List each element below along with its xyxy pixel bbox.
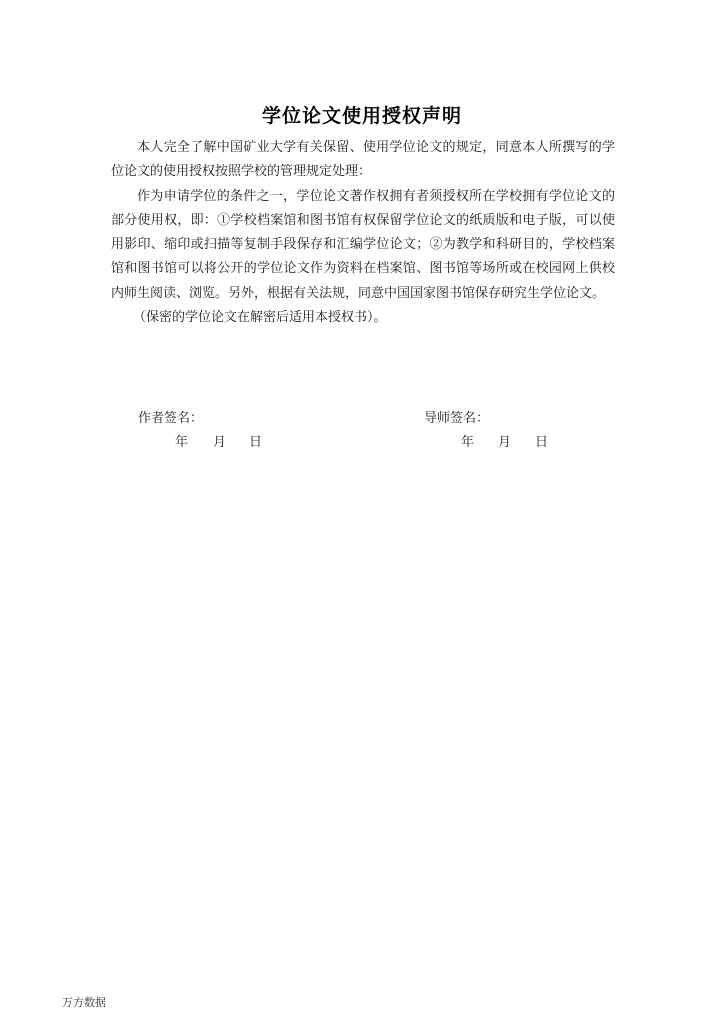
document-title: 学位论文使用授权声明 xyxy=(261,105,462,127)
author-date-year: 年 xyxy=(175,435,189,450)
declaration-paragraph-1: 本人完全了解中国矿业大学有关保留、使用学位论文的规定，同意本人所撰写的学位论文的使用授权按照学校的管理规定处理： xyxy=(111,140,615,180)
author-signature-label: 作者签名： xyxy=(138,411,204,426)
author-date-day: 日 xyxy=(249,435,263,450)
advisor-signature-label: 导师签名： xyxy=(424,411,490,426)
declaration-body xyxy=(111,136,615,330)
footer-watermark: 万方数据 xyxy=(62,996,106,1009)
advisor-date-day: 日 xyxy=(535,435,549,450)
author-date-line xyxy=(175,431,262,450)
advisor-date-year: 年 xyxy=(461,435,475,450)
declaration-paragraph-2: 作为申请学位的条件之一，学位论文著作权拥有者须授权所在学校拥有学位论文的部分使用权，即：①学校档案馆和图书馆有权保留学位论文的纸质版和电子版，可以使用影印、缩印或扫描等复制手段保存和汇编学位论文；②为教学和科研目的，学校档案馆和图书馆可以将公开的学位论文作为资料在档案馆、图书馆等场所或在校园网上供校内师生阅读、浏览。另外，根据有关法规，同意中国国家图书馆保存研究生学位论文。 xyxy=(111,188,615,301)
advisor-date-month: 月 xyxy=(498,435,512,450)
confidentiality-note: （保密的学位论文在解密后适用本授权书）。 xyxy=(133,310,387,326)
advisor-date-line xyxy=(461,431,548,450)
author-date-month: 月 xyxy=(213,435,227,450)
